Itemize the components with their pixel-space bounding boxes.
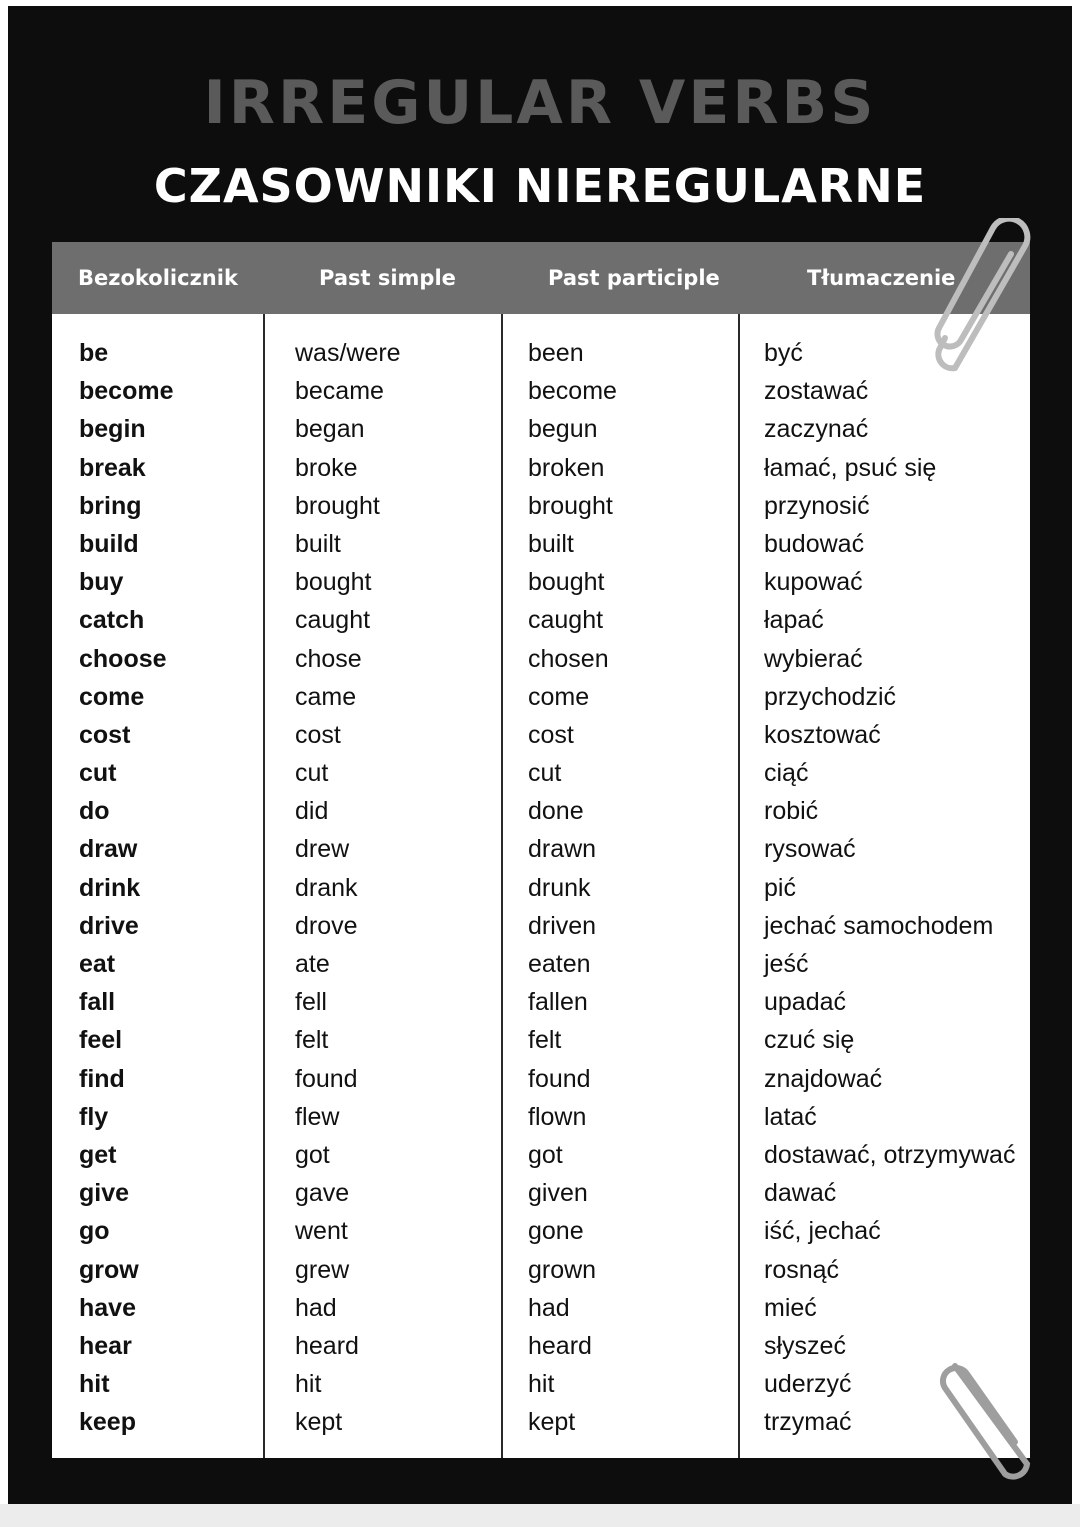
past-participle-cell: drawn <box>528 835 597 864</box>
translation-cell: jechać samochodem <box>764 911 994 940</box>
table-row <box>52 945 1030 983</box>
table-row <box>52 1098 1030 1136</box>
table-row <box>52 563 1030 601</box>
translation-cell: znajdować <box>764 1064 883 1093</box>
past-simple-cell: drank <box>295 873 358 902</box>
table-row <box>52 1136 1030 1174</box>
past-simple-cell: had <box>295 1293 337 1322</box>
translation-cell: kosztować <box>764 720 881 749</box>
infinitive-cell: build <box>79 529 139 558</box>
table-row <box>52 754 1030 792</box>
infinitive-cell: drive <box>79 911 139 940</box>
translation-cell: przychodzić <box>764 682 896 711</box>
infinitive-cell: eat <box>79 950 116 978</box>
past-participle-cell: done <box>528 797 584 826</box>
past-simple-cell: grew <box>295 1255 350 1284</box>
table-row <box>52 449 1030 487</box>
infinitive-cell: drink <box>79 873 141 902</box>
infinitive-cell: become <box>79 377 174 406</box>
table-row <box>52 1251 1030 1289</box>
past-simple-cell: did <box>295 797 329 826</box>
table-row <box>52 907 1030 945</box>
past-participle-cell: fallen <box>528 988 588 1017</box>
past-participle-cell: given <box>528 1179 588 1208</box>
past-participle-cell: found <box>528 1064 591 1093</box>
translation-cell: czuć się <box>764 1026 855 1055</box>
header-past-simple: Past simple <box>319 266 456 290</box>
header-translation: Tłumaczenie <box>807 266 956 290</box>
table-row <box>52 601 1030 639</box>
translation-cell: ciąć <box>764 759 809 788</box>
past-participle-cell: eaten <box>528 950 591 978</box>
table-row <box>52 372 1030 410</box>
infinitive-cell: feel <box>79 1026 123 1055</box>
translation-cell: dostawać, otrzymywać <box>764 1140 1016 1169</box>
past-simple-cell: brought <box>295 491 380 520</box>
infinitive-cell: do <box>79 797 110 826</box>
past-participle-cell: been <box>528 339 584 367</box>
past-simple-cell: felt <box>295 1026 329 1055</box>
paperclip-icon <box>925 218 1045 388</box>
translation-cell: jeść <box>764 950 809 978</box>
past-simple-cell: came <box>295 682 357 711</box>
translation-cell: zaczynać <box>764 415 869 444</box>
past-simple-cell: flew <box>295 1102 340 1131</box>
past-participle-cell: felt <box>528 1026 562 1055</box>
past-simple-cell: gave <box>295 1179 350 1208</box>
past-simple-cell: broke <box>295 453 358 482</box>
past-simple-cell: drew <box>295 835 350 864</box>
table-row <box>52 1327 1030 1365</box>
table-row <box>52 830 1030 868</box>
title-polish: CZASOWNIKI NIEREGULARNE <box>153 159 927 213</box>
header-infinitive: Bezokolicznik <box>78 266 238 290</box>
translation-cell: rysować <box>764 835 856 864</box>
past-participle-cell: grown <box>528 1255 597 1284</box>
translation-cell: pić <box>764 873 796 902</box>
past-simple-cell: ate <box>295 950 330 978</box>
translation-cell: kupować <box>764 568 863 597</box>
infinitive-cell: choose <box>79 644 167 673</box>
past-participle-cell: drunk <box>528 873 591 902</box>
past-participle-cell: caught <box>528 606 604 635</box>
past-participle-cell: built <box>528 529 574 558</box>
infinitive-cell: keep <box>79 1408 136 1437</box>
table-row <box>52 410 1030 448</box>
translation-cell: zostawać <box>764 377 869 406</box>
translation-cell: wybierać <box>764 644 863 673</box>
infinitive-cell: have <box>79 1293 136 1322</box>
past-simple-cell: got <box>295 1140 330 1169</box>
infinitive-cell: cut <box>79 759 117 788</box>
table-row <box>52 640 1030 678</box>
past-participle-cell: heard <box>528 1331 592 1360</box>
past-simple-cell: found <box>295 1064 358 1093</box>
infinitive-cell: fall <box>79 988 116 1017</box>
infinitive-cell: get <box>79 1140 117 1169</box>
past-participle-cell: kept <box>528 1408 576 1437</box>
past-participle-cell: flown <box>528 1102 587 1131</box>
past-simple-cell: went <box>295 1217 348 1246</box>
table-body <box>52 334 1030 1441</box>
table-row <box>52 487 1030 525</box>
past-participle-cell: bought <box>528 568 605 597</box>
translation-cell: dawać <box>764 1179 837 1208</box>
table-row <box>52 334 1030 372</box>
infinitive-cell: bring <box>79 491 142 520</box>
table-row <box>52 1365 1030 1403</box>
table-row <box>52 1060 1030 1098</box>
translation-cell: upadać <box>764 988 847 1017</box>
past-participle-cell: chosen <box>528 644 609 673</box>
past-participle-cell: broken <box>528 453 605 482</box>
translation-cell: trzymać <box>764 1408 852 1437</box>
past-participle-cell: become <box>528 377 617 406</box>
infinitive-cell: begin <box>79 415 146 444</box>
verbs-table <box>52 242 1030 1458</box>
translation-cell: rosnąć <box>764 1255 840 1284</box>
translation-cell: mieć <box>764 1293 817 1322</box>
infinitive-cell: come <box>79 682 145 711</box>
table-row <box>52 1174 1030 1212</box>
infinitive-cell: grow <box>79 1255 139 1284</box>
past-participle-cell: cost <box>528 720 574 749</box>
infinitive-cell: go <box>79 1217 110 1246</box>
past-simple-cell: was/were <box>295 339 401 367</box>
table-row <box>52 1021 1030 1059</box>
infinitive-cell: break <box>79 453 146 482</box>
translation-cell: przynosić <box>764 491 870 520</box>
table-row <box>52 869 1030 907</box>
infinitive-cell: hear <box>79 1331 132 1360</box>
infinitive-cell: draw <box>79 835 138 864</box>
translation-cell: słyszeć <box>764 1331 846 1360</box>
past-participle-cell: brought <box>528 491 613 520</box>
translation-cell: łapać <box>764 606 824 635</box>
past-participle-cell: had <box>528 1293 570 1322</box>
past-participle-cell: begun <box>528 415 598 444</box>
past-participle-cell: hit <box>528 1370 555 1399</box>
infinitive-cell: buy <box>79 568 124 597</box>
past-simple-cell: became <box>295 377 384 406</box>
translation-cell: uderzyć <box>764 1370 852 1399</box>
past-simple-cell: kept <box>295 1408 343 1437</box>
translation-cell: iść, jechać <box>764 1217 881 1246</box>
past-simple-cell: caught <box>295 606 371 635</box>
past-simple-cell: cut <box>295 759 329 788</box>
past-participle-cell: come <box>528 682 590 711</box>
infinitive-cell: fly <box>79 1102 109 1131</box>
scan-edge <box>0 1504 1080 1527</box>
infinitive-cell: hit <box>79 1370 110 1399</box>
table-row <box>52 1403 1030 1441</box>
past-simple-cell: hit <box>295 1370 322 1399</box>
past-simple-cell: fell <box>295 988 327 1017</box>
translation-cell: łamać, psuć się <box>764 453 937 482</box>
table-row <box>52 792 1030 830</box>
past-simple-cell: bought <box>295 568 372 597</box>
table-header <box>52 242 1030 314</box>
paperclip-icon <box>935 1352 1045 1482</box>
past-participle-cell: got <box>528 1140 563 1169</box>
table-row <box>52 525 1030 563</box>
infinitive-cell: give <box>79 1179 130 1208</box>
past-participle-cell: cut <box>528 759 562 788</box>
translation-cell: być <box>764 339 803 367</box>
past-simple-cell: built <box>295 529 341 558</box>
table-row <box>52 678 1030 716</box>
past-simple-cell: chose <box>295 644 362 673</box>
past-participle-cell: driven <box>528 911 597 940</box>
translation-cell: latać <box>764 1102 817 1131</box>
table-row <box>52 983 1030 1021</box>
infinitive-cell: catch <box>79 606 145 635</box>
title-english: IRREGULAR VERBS <box>203 68 877 138</box>
past-simple-cell: drove <box>295 911 358 940</box>
past-simple-cell: heard <box>295 1331 359 1360</box>
translation-cell: budować <box>764 529 865 558</box>
table-row <box>52 716 1030 754</box>
past-participle-cell: gone <box>528 1217 584 1246</box>
table-row <box>52 1289 1030 1327</box>
past-simple-cell: began <box>295 415 365 444</box>
table-row <box>52 1212 1030 1250</box>
header-past-participle: Past participle <box>548 266 720 290</box>
translation-cell: robić <box>764 797 819 826</box>
past-simple-cell: cost <box>295 720 341 749</box>
infinitive-cell: be <box>79 339 109 367</box>
infinitive-cell: cost <box>79 720 131 749</box>
infinitive-cell: find <box>79 1064 125 1093</box>
